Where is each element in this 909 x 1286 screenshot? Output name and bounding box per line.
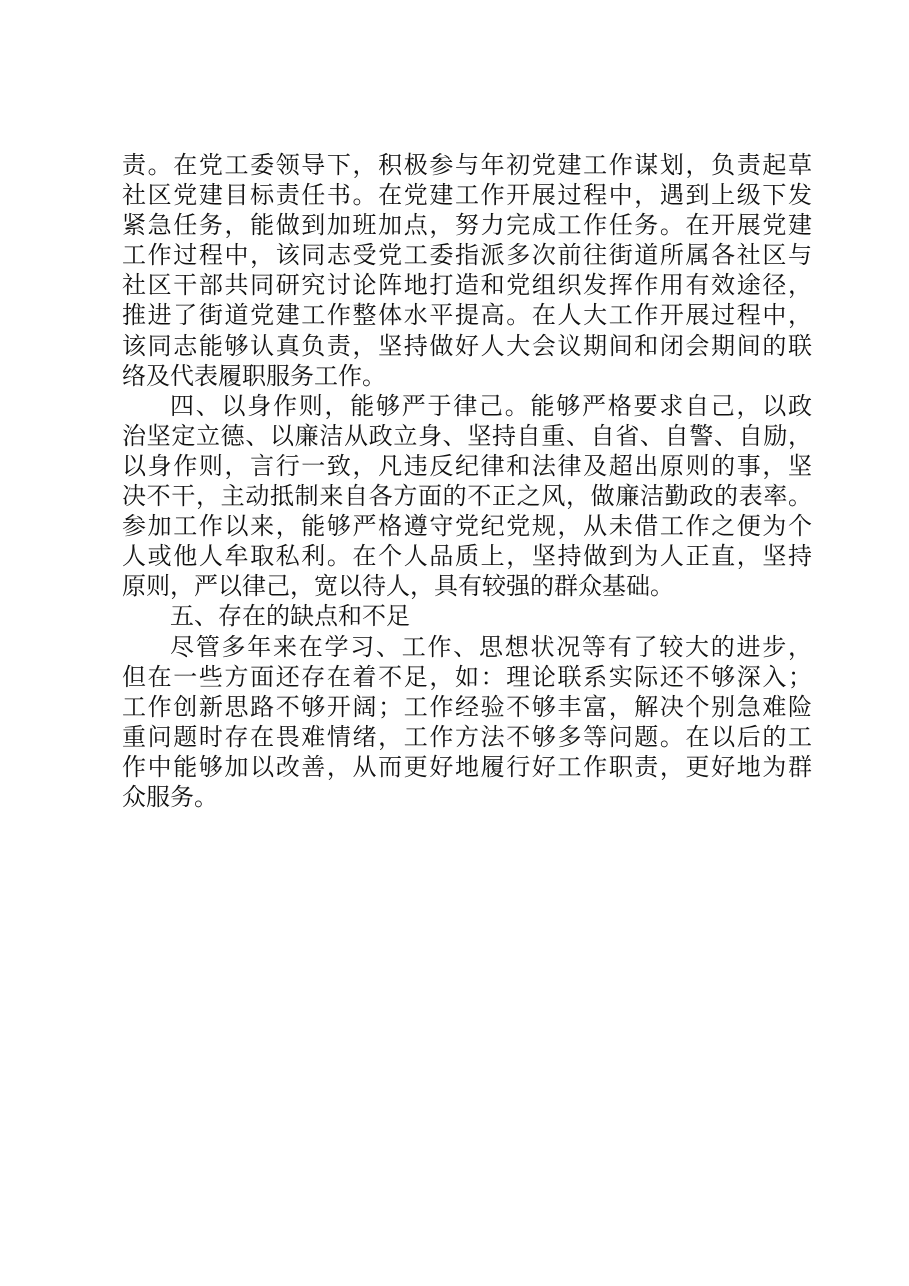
text-line: 原则，严以律己，宽以待人，具有较强的群众基础。 — [122, 572, 674, 601]
text-line: 治坚定立德、以廉洁从政立身、坚持自重、自省、自警、自励， — [122, 421, 812, 450]
text-line: 推进了街道党建工作整体水平提高。在人大工作开展过程中， — [122, 301, 812, 330]
text-line: 社区干部共同研究讨论阵地打造和党组织发挥作用有效途径， — [122, 271, 812, 300]
text-line: 该同志能够认真负责，坚持做好人大会议期间和闭会期间的联 — [122, 331, 812, 360]
text-line: 以身作则，言行一致，凡违反纪律和法律及超出原则的事，坚 — [122, 451, 812, 480]
text-line: 四、以身作则，能够严于律己。能够严格要求自己，以政 — [170, 391, 812, 420]
paragraph-shortcomings — [122, 632, 812, 813]
text-line: 作中能够加以改善，从而更好地履行好工作职责，更好地为群 — [122, 752, 812, 781]
text-line: 尽管多年来在学习、工作、思想状况等有了较大的进步， — [170, 632, 812, 661]
text-line: 络及代表履职服务工作。 — [122, 361, 386, 390]
text-line: 紧急任务，能做到加班加点，努力完成工作任务。在开展党建 — [122, 211, 812, 240]
text-line: 社区党建目标责任书。在党建工作开展过程中，遇到上级下发 — [122, 181, 812, 210]
text-line: 但在一些方面还存在着不足，如：理论联系实际还不够深入； — [122, 662, 812, 691]
text-line: 决不干，主动抵制来自各方面的不正之风，做廉洁勤政的表率。 — [122, 482, 812, 511]
text-line: 五、存在的缺点和不足 — [170, 602, 410, 631]
text-line: 工作过程中，该同志受党工委指派多次前往街道所属各社区与 — [122, 241, 812, 270]
section-heading-shortcomings — [122, 601, 812, 631]
text-line: 重问题时存在畏难情绪，工作方法不够多等问题。在以后的工 — [122, 722, 812, 751]
text-line: 众服务。 — [122, 782, 218, 811]
paragraph-party-building-work — [122, 150, 812, 391]
text-line: 人或他人牟取私利。在个人品质上，坚持做到为人正直，坚持 — [122, 542, 812, 571]
text-line: 工作创新思路不够开阔；工作经验不够丰富，解决个别急难险 — [122, 692, 812, 721]
text-line: 责。在党工委领导下，积极参与年初党建工作谋划，负责起草 — [122, 151, 812, 179]
document-body — [122, 150, 812, 812]
paragraph-self-discipline — [122, 391, 812, 602]
text-line: 参加工作以来，能够严格遵守党纪党规，从未借工作之便为个 — [122, 512, 812, 541]
